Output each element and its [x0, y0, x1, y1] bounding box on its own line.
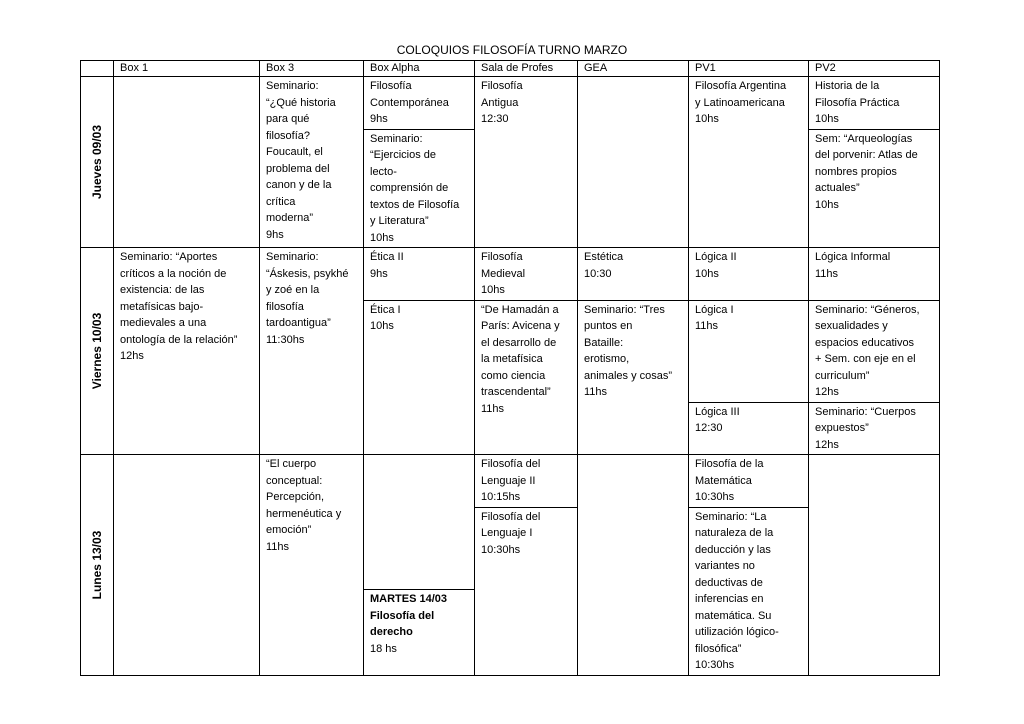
column-header-corner — [81, 61, 114, 77]
cell-text-line: emoción” — [266, 524, 312, 536]
cell-viernes-box-1 — [114, 248, 260, 455]
cell-text-line: conceptual: — [266, 474, 323, 487]
cell-text-line: Percepción, — [266, 491, 325, 503]
cell-text-line: 9hs — [370, 113, 388, 125]
cell-text-line: el desarrollo de — [481, 336, 557, 349]
cell-text-line: filosofía — [266, 300, 304, 313]
cell-text-line: 10hs — [695, 113, 719, 125]
cell-text-line: canon y de la — [266, 179, 332, 191]
cell-text-line: inferencias en — [695, 593, 764, 605]
cell-text-line: lecto- — [370, 165, 397, 178]
cell-jueves-box-alpha-contemporanea — [364, 77, 475, 130]
cell-viernes-pv1-logica-2 — [689, 248, 809, 301]
cell-text-line: Medieval — [481, 267, 526, 280]
cell-text-line: matemática. Su — [695, 609, 772, 622]
cell-text-line: Filosofía de la — [695, 458, 764, 470]
cell-text-line: 10:30hs — [481, 543, 521, 556]
cell-text-line: 11hs — [815, 267, 839, 280]
cell-text-line: Seminario: — [370, 132, 423, 145]
cell-text-line: 11hs — [481, 402, 505, 415]
cell-text-line: textos de Filosofía — [370, 198, 460, 211]
cell-lunes-sala-lenguaje-2 — [475, 455, 578, 508]
cell-text-line: y zoé en la — [266, 284, 320, 296]
cell-text-line: Filosofía del — [481, 510, 541, 523]
cell-text-line: problema del — [266, 162, 330, 175]
cell-text-line: como ciencia — [481, 369, 546, 382]
cell-text-line: Historia de la — [815, 80, 880, 92]
cell-text-line: Sem: “Arqueologías — [815, 132, 913, 145]
cell-lunes-pv1-seminario — [689, 507, 809, 675]
cell-viernes-sala-avicena — [475, 300, 578, 455]
cell-text-line: curriculum” — [815, 369, 870, 382]
cell-text-line: 11:30hs — [266, 333, 305, 346]
cell-text-line: Seminario: “Géneros, — [815, 303, 920, 316]
cell-text-line: Antigua — [481, 96, 519, 109]
cell-jueves-sala-antigua — [475, 77, 578, 248]
cell-text-line: animales y cosas” — [584, 369, 673, 382]
cell-text-line: Lenguaje I — [481, 527, 533, 539]
cell-text-line: Lógica III — [695, 405, 740, 418]
cell-text-line: 10:15hs — [481, 491, 521, 503]
cell-text-line: 12:30 — [695, 422, 723, 434]
column-header-box-alpha: Box Alpha — [364, 61, 475, 77]
cell-text-line: Foucault, el — [266, 146, 323, 158]
cell-text-line: Seminario: “Cuerpos — [815, 405, 916, 418]
cell-lunes-box-3 — [260, 455, 364, 676]
cell-text-line: Bataille: — [584, 336, 624, 349]
cell-text-line: medievales a una — [120, 317, 207, 329]
cell-text-line: “De Hamadán a — [481, 303, 559, 316]
cell-viernes-sala-medieval — [475, 248, 578, 301]
cell-text-line: trascendental” — [481, 386, 551, 398]
cell-viernes-box-alpha-etica-1 — [364, 300, 475, 455]
cell-text-line: metafísicas bajo- — [120, 300, 204, 313]
cell-text-line: derecho — [370, 626, 413, 639]
cell-viernes-box-alpha-etica-2 — [364, 248, 475, 301]
cell-text-line: Filosofía del — [370, 609, 435, 622]
cell-lunes-sala-lenguaje-1 — [475, 507, 578, 675]
cell-viernes-pv2-logica-informal — [809, 248, 940, 301]
cell-text-line: hermenéutica y — [266, 507, 342, 520]
cell-text-line: Matemática — [695, 474, 752, 487]
cell-text-line: MARTES 14/03 — [370, 593, 448, 606]
cell-viernes-pv2-cuerpos — [809, 402, 940, 455]
cell-text-line: crítica — [266, 195, 296, 208]
cell-text-line: deductivas de — [695, 576, 763, 589]
cell-jueves-box-alpha-seminario — [364, 129, 475, 248]
cell-text-line: “Ejercicios de — [370, 149, 437, 161]
cell-text-line: utilización lógico- — [695, 626, 779, 638]
cell-jueves-gea — [578, 77, 689, 248]
cell-text-line: del porvenir: Atlas de — [815, 149, 918, 161]
column-header-gea: GEA — [578, 61, 689, 77]
cell-text-line: 9hs — [266, 228, 284, 241]
cell-text-line: Ética I — [370, 303, 401, 316]
cell-text-line: ontología de la relación” — [120, 333, 238, 346]
cell-text-line: Ética II — [370, 251, 404, 263]
cell-text-line: Seminario: “La — [695, 510, 767, 523]
cell-text-line: Lenguaje II — [481, 474, 536, 487]
cell-text-line: “El cuerpo — [266, 458, 317, 470]
cell-text-line: 10hs — [815, 113, 839, 125]
cell-text-line: 11hs — [584, 386, 608, 398]
cell-viernes-gea-bataille — [578, 300, 689, 455]
cell-jueves-pv2-historia — [809, 77, 940, 130]
cell-jueves-box-3 — [260, 77, 364, 248]
cell-text-line: Estética — [584, 251, 624, 263]
cell-text-line: 10:30hs — [695, 491, 735, 503]
cell-text-line: la metafísica — [481, 353, 543, 365]
cell-text-line: moderna” — [266, 212, 314, 224]
day-label-jueves: Jueves 09/03 — [81, 77, 114, 248]
cell-text-line: espacios educativos — [815, 336, 915, 349]
cell-viernes-pv1-logica-3 — [689, 402, 809, 455]
cell-text-line: Seminario: “Aportes — [120, 251, 218, 263]
cell-text-line: nombres propios — [815, 165, 897, 178]
cell-text-line: y Latinoamericana — [695, 96, 785, 109]
cell-text-line: Seminario: “Tres — [584, 303, 665, 316]
cell-text-line: 12hs — [815, 438, 839, 451]
cell-text-line: 10:30 — [584, 267, 612, 280]
cell-viernes-gea-estetica — [578, 248, 689, 301]
cell-text-line: Lógica Informal — [815, 251, 891, 263]
cell-text-line: variantes no — [695, 560, 755, 572]
cell-text-line: 10hs — [815, 198, 839, 211]
cell-lunes-pv2 — [809, 455, 940, 676]
cell-text-line: comprensión de — [370, 182, 449, 194]
cell-text-line: 10:30hs — [695, 659, 735, 671]
day-label-lunes: Lunes 13/03 — [81, 455, 114, 676]
cell-text-line: Seminario: — [266, 251, 319, 263]
cell-jueves-pv1 — [689, 77, 809, 248]
cell-text-line: filosofía? — [266, 129, 311, 142]
cell-text-line: puntos en — [584, 320, 633, 332]
cell-text-line: 10hs — [370, 231, 394, 244]
cell-viernes-box-3 — [260, 248, 364, 455]
cell-text-line: 11hs — [266, 540, 290, 553]
day-label-viernes: Viernes 10/03 — [81, 248, 114, 455]
cell-text-line: 12hs — [120, 350, 144, 362]
header-row — [81, 61, 940, 77]
column-header-sala-de-profes: Sala de Profes — [475, 61, 578, 77]
cell-text-line: actuales” — [815, 182, 860, 194]
column-header-box-1: Box 1 — [114, 61, 260, 77]
cell-lunes-pv1-matematica — [689, 455, 809, 508]
cell-martes-box-alpha-derecho — [364, 590, 475, 675]
cell-text-line: sexualidades y — [815, 320, 888, 332]
cell-text-line: Filosofía Argentina — [695, 80, 787, 92]
martes-derecho-time: 18 hs — [370, 642, 397, 655]
column-header-box-3: Box 3 — [260, 61, 364, 77]
cell-text-line: Contemporánea — [370, 96, 449, 109]
cell-text-line: Lógica I — [695, 303, 734, 316]
cell-viernes-pv1-logica-1 — [689, 300, 809, 402]
cell-text-line: deducción y las — [695, 543, 771, 556]
cell-text-line: + Sem. con eje en el — [815, 353, 916, 365]
cell-text-line: y Literatura” — [370, 215, 429, 227]
cell-text-line: “¿Qué historia — [266, 96, 336, 109]
cell-text-line: Filosofía del — [481, 458, 541, 470]
cell-text-line: 10hs — [695, 267, 719, 280]
cell-lunes-box-1 — [114, 455, 260, 676]
schedule-table — [80, 60, 940, 676]
cell-text-line: 10hs — [370, 320, 394, 332]
column-header-pv2: PV2 — [809, 61, 940, 77]
page-title: COLOQUIOS FILOSOFÍA TURNO MARZO — [396, 43, 628, 57]
cell-text-line: 12:30 — [481, 113, 509, 125]
cell-lunes-box-alpha-empty — [364, 455, 475, 590]
cell-text-line: erotismo, — [584, 353, 630, 365]
cell-text-line: críticos a la noción de — [120, 267, 227, 280]
cell-text-line: Lógica II — [695, 251, 737, 263]
cell-text-line: filosófica” — [695, 642, 742, 655]
cell-text-line: 9hs — [370, 267, 388, 280]
cell-text-line: para qué — [266, 113, 310, 125]
cell-text-line: 10hs — [481, 284, 505, 296]
cell-text-line: París: Avicena y — [481, 320, 560, 332]
cell-text-line: Filosofía Práctica — [815, 96, 900, 109]
cell-jueves-pv2-seminario — [809, 129, 940, 248]
cell-text-line: expuestos” — [815, 422, 869, 434]
column-header-pv1: PV1 — [689, 61, 809, 77]
cell-jueves-box-1 — [114, 77, 260, 248]
cell-text-line: naturaleza de la — [695, 527, 774, 539]
cell-text-line: Filosofía — [481, 80, 523, 92]
martes-derecho-title — [370, 591, 468, 641]
cell-viernes-pv2-generos — [809, 300, 940, 402]
cell-text-line: Filosofía — [370, 80, 412, 92]
cell-text-line: existencia: de las — [120, 284, 205, 296]
cell-text-line: tardoantigua” — [266, 317, 331, 329]
cell-text-line: 11hs — [695, 320, 719, 332]
cell-text-line: “Áskesis, psykhé — [266, 267, 349, 280]
cell-text-line: 12hs — [815, 386, 839, 398]
cell-text-line: Seminario: — [266, 80, 319, 92]
cell-text-line: Filosofía — [481, 251, 523, 263]
cell-lunes-gea — [578, 455, 689, 676]
